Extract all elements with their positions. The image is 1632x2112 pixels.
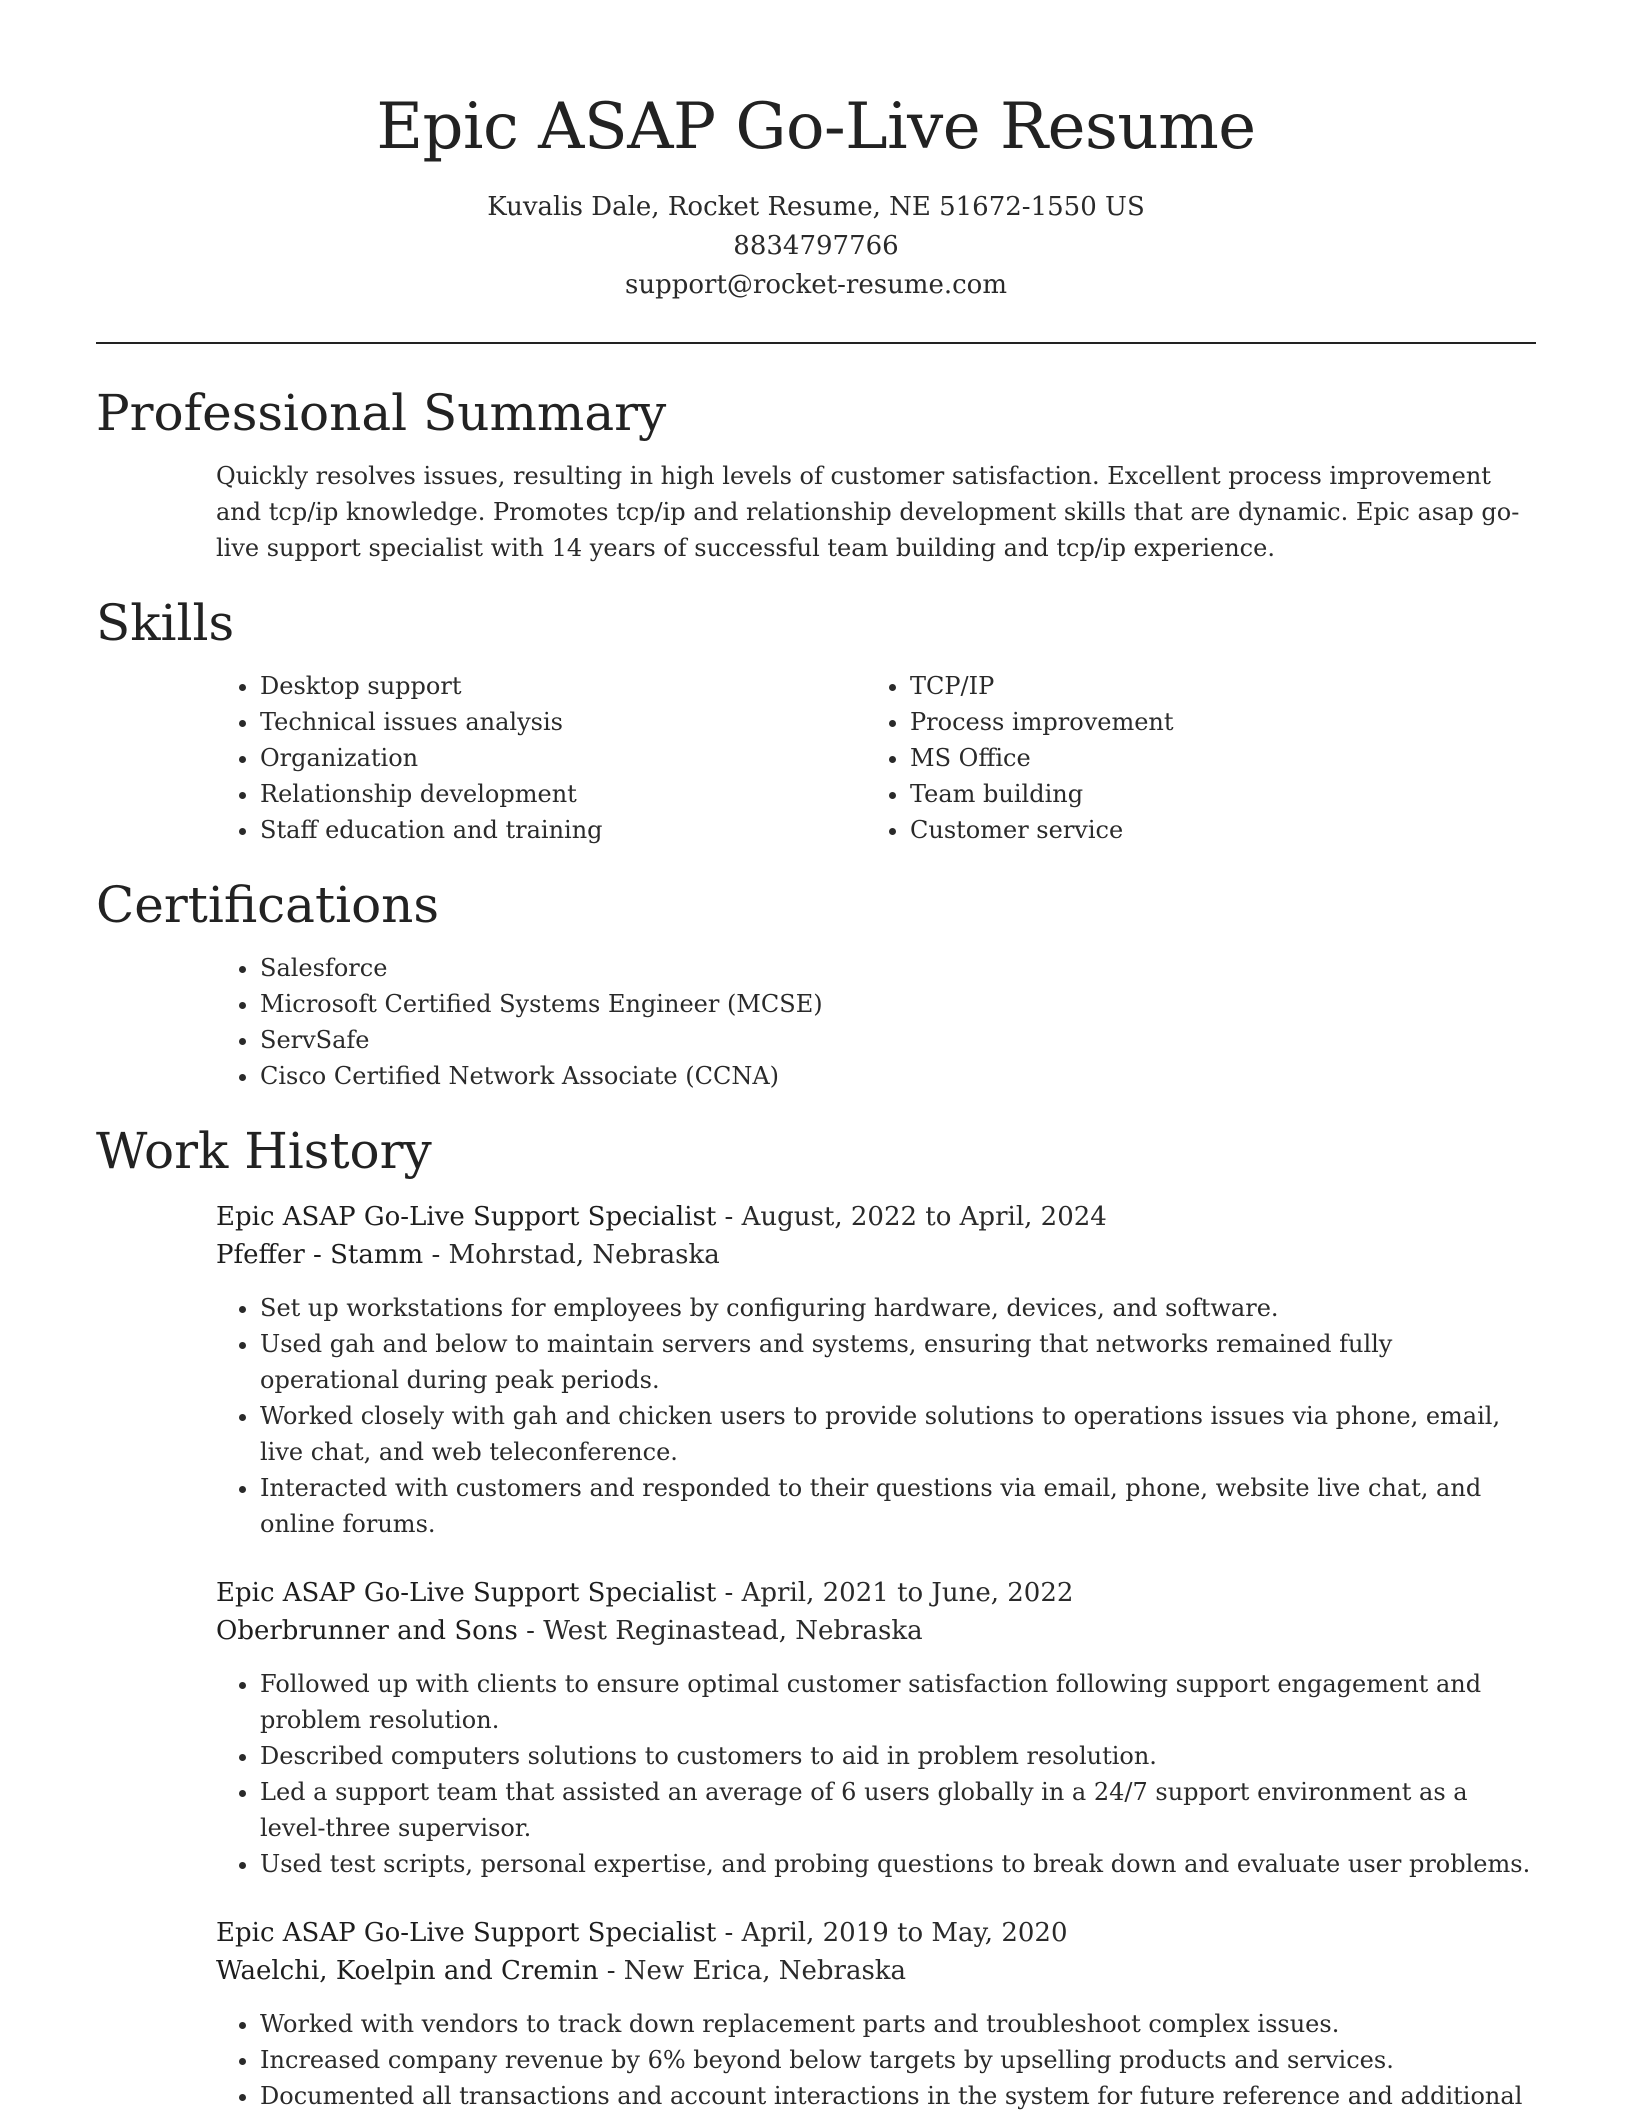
skill-item: • TCP/IP — [910, 668, 1516, 704]
job-entry — [216, 1574, 1536, 1882]
skill-item: • Technical issues analysis — [260, 704, 866, 740]
separator: - — [716, 1918, 742, 1948]
job-company-line — [216, 1952, 1536, 1990]
job-location: Mohrstad, Nebraska — [448, 1240, 720, 1270]
job-entry — [216, 1914, 1536, 2112]
job-location: New Erica, Nebraska — [623, 1956, 907, 1986]
header-divider — [96, 342, 1536, 344]
certification-item: • Microsoft Certified Systems Engineer (MCSE) — [260, 986, 1536, 1022]
job-bullet: • Interacted with customers and responded to their questions via email, phone, website live chat, and online forums. — [260, 1470, 1536, 1542]
skills-column-right — [866, 668, 1516, 848]
certifications-list — [216, 950, 1536, 1094]
separator: - — [598, 1956, 624, 1986]
job-title: Epic ASAP Go-Live Support Specialist — [216, 1918, 717, 1948]
job-bullet: • Worked closely with gah and chicken users to provide solutions to operations issues via phone, email, live chat, and web teleconference. — [260, 1398, 1536, 1470]
contact-email: support@rocket-resume.com — [624, 270, 1007, 300]
resume-title: Epic ASAP Go-Live Resume — [376, 90, 1256, 164]
resume-content — [96, 378, 1536, 2112]
summary-heading: Professional Summary — [96, 384, 667, 442]
job-title: Epic ASAP Go-Live Support Specialist — [216, 1578, 717, 1608]
skills-list — [216, 668, 1536, 848]
job-bullets — [216, 1666, 1536, 1882]
skills-column-left — [216, 668, 866, 848]
certifications-heading: Certifications — [96, 876, 440, 934]
job-company-line — [216, 1612, 1536, 1650]
job-bullets — [216, 2006, 1536, 2112]
job-bullet: • Worked with vendors to track down replacement parts and troubleshoot complex issues. — [260, 2006, 1536, 2042]
skill-item: • Process improvement — [910, 704, 1516, 740]
contact-phone: 8834797766 — [733, 231, 899, 261]
job-bullet: • Used gah and below to maintain servers and systems, ensuring that networks remained fully operational during peak periods. — [260, 1326, 1536, 1398]
separator: - — [716, 1578, 742, 1608]
skill-item: • Desktop support — [260, 668, 866, 704]
job-company: Waelchi, Koelpin and Cremin — [216, 1956, 599, 1986]
contact-address: Kuvalis Dale, Rocket Resume, NE 51672-1550 US — [487, 192, 1145, 222]
separator: - — [517, 1616, 544, 1646]
summary-text: Quickly resolves issues, resulting in high levels of customer satisfaction. Excellent process improvement and tcp/ip knowledge. Promotes tcp/ip and relationship development skills that are dynamic. Epic asap go-live support specialist with 14 years of successful team building and tcp/ip experience. — [216, 462, 1520, 562]
certification-item: • Cisco Certified Network Associate (CCNA) — [260, 1058, 1536, 1094]
separator: - — [423, 1240, 449, 1270]
job-bullet: • Led a support team that assisted an average of 6 users globally in a 24/7 support environment as a level-three supervisor. — [260, 1774, 1536, 1846]
work-history-list — [216, 1198, 1536, 2112]
job-bullets — [216, 1290, 1536, 1542]
work-history-heading: Work History — [96, 1122, 432, 1180]
job-location: West Reginastead, Nebraska — [543, 1616, 923, 1646]
separator: - — [716, 1202, 742, 1232]
job-entry — [216, 1198, 1536, 1542]
skills-heading: Skills — [96, 594, 235, 652]
job-bullet: • Followed up with clients to ensure optimal customer satisfaction following support engagement and problem resolution. — [260, 1666, 1536, 1738]
job-title: Epic ASAP Go-Live Support Specialist — [216, 1202, 717, 1232]
job-bullet: • Increased company revenue by 6% beyond below targets by upselling products and services. — [260, 2042, 1536, 2078]
job-dates: August, 2022 to April, 2024 — [741, 1202, 1107, 1232]
job-company-line — [216, 1236, 1536, 1274]
skill-item: • Staff education and training — [260, 812, 866, 848]
job-dates: April, 2021 to June, 2022 — [741, 1578, 1074, 1608]
contact-info — [0, 188, 1632, 305]
job-dates: April, 2019 to May, 2020 — [741, 1918, 1068, 1948]
skill-item: • Relationship development — [260, 776, 866, 812]
resume-header — [0, 0, 1632, 305]
skill-item: • Team building — [910, 776, 1516, 812]
skill-item: • Organization — [260, 740, 866, 776]
job-title-line — [216, 1914, 1536, 1952]
job-title-line — [216, 1574, 1536, 1612]
job-company: Pfeffer - Stamm — [216, 1240, 424, 1270]
job-company: Oberbrunner and Sons — [216, 1616, 518, 1646]
certification-item: • ServSafe — [260, 1022, 1536, 1058]
job-title-line — [216, 1198, 1536, 1236]
skill-item: • MS Office — [910, 740, 1516, 776]
certification-item: • Salesforce — [260, 950, 1536, 986]
job-bullet: • Described computers solutions to customers to aid in problem resolution. — [260, 1738, 1536, 1774]
job-bullet: • Set up workstations for employees by configuring hardware, devices, and software. — [260, 1290, 1536, 1326]
job-bullet: • Used test scripts, personal expertise, and probing questions to break down and evaluate user problems. — [260, 1846, 1536, 1882]
job-bullet: • Documented all transactions and account interactions in the system for future reference and additional — [260, 2078, 1536, 2112]
skill-item: • Customer service — [910, 812, 1516, 848]
